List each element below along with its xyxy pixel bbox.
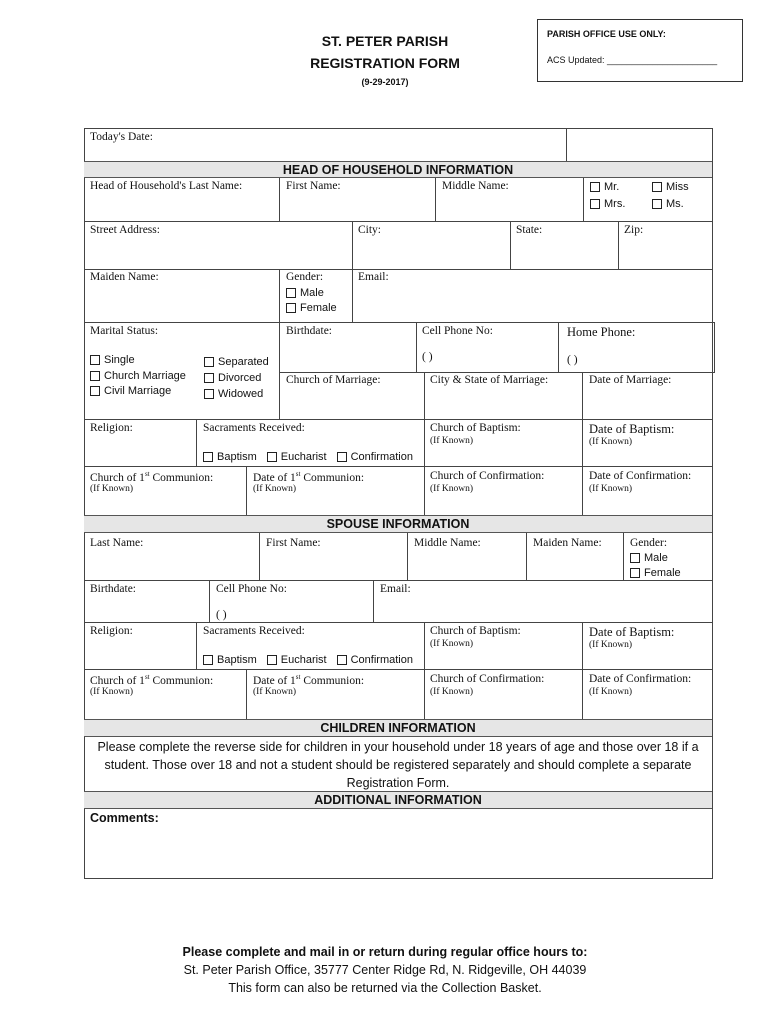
marital-status-label: Marital Status: xyxy=(90,325,159,337)
checkbox-icon xyxy=(652,199,662,209)
hoh-date-conf-if-known: (If Known) xyxy=(589,484,633,494)
form-date: (9-29-2017) xyxy=(361,77,409,87)
spouse-sacraments-label: Sacraments Received: xyxy=(203,625,305,637)
spouse-last-name-label[interactable]: Last Name: xyxy=(90,537,144,549)
hoh-church-confirmation-label[interactable]: Church of Confirmation: xyxy=(430,470,545,482)
zip-label[interactable]: Zip: xyxy=(624,224,644,236)
state-label[interactable]: State: xyxy=(516,224,543,236)
checkbox-icon xyxy=(337,452,347,462)
spouse-baptism-if-known: (If Known) xyxy=(430,639,474,649)
checkbox-icon xyxy=(90,355,100,365)
checkbox-icon xyxy=(630,568,640,578)
checkbox-icon xyxy=(652,182,662,192)
hoh-date-baptism-if-known: (If Known) xyxy=(589,437,633,447)
spouse-cell-paren: ( ) xyxy=(216,609,227,621)
city-state-marriage-label[interactable]: City & State of Marriage: xyxy=(430,374,549,386)
hoh-church-first-communion-label[interactable]: Church of 1st Communion: xyxy=(90,470,214,484)
checkbox-icon xyxy=(90,371,100,381)
hoh-sacraments-label: Sacraments Received: xyxy=(203,422,305,434)
date-of-marriage-label[interactable]: Date of Marriage: xyxy=(589,374,672,386)
checkbox-icon xyxy=(90,386,100,396)
spouse-baptism-checkbox[interactable]: Baptism xyxy=(203,654,257,666)
single-checkbox[interactable]: Single xyxy=(90,354,135,366)
hoh-date-comm-if-known: (If Known) xyxy=(253,484,297,494)
spouse-confirmation-checkbox[interactable]: Confirmation xyxy=(337,654,413,666)
head-of-household-bar: HEAD OF HOUSEHOLD INFORMATION xyxy=(84,161,712,178)
form-title: ST. PETER PARISH xyxy=(321,33,449,49)
checkbox-icon xyxy=(337,655,347,665)
confirmation-checkbox[interactable]: Confirmation xyxy=(337,451,413,463)
additional-bar: ADDITIONAL INFORMATION xyxy=(84,791,712,809)
office-use-label: PARISH OFFICE USE ONLY: xyxy=(547,29,666,39)
spouse-maiden-name-label[interactable]: Maiden Name: xyxy=(533,537,602,549)
hoh-last-name-label[interactable]: Head of Household's Last Name: xyxy=(90,180,243,192)
checkbox-icon xyxy=(267,452,277,462)
spouse-gender-label: Gender: xyxy=(630,537,668,549)
hoh-middle-name-label[interactable]: Middle Name: xyxy=(442,180,509,192)
checkbox-icon xyxy=(204,357,214,367)
hoh-conf-if-known: (If Known) xyxy=(430,484,474,494)
hoh-religion-label[interactable]: Religion: xyxy=(90,422,133,434)
footer-collection-basket: This form can also be returned via the Collection Basket. xyxy=(228,981,542,995)
hoh-cell-paren: ( ) xyxy=(422,351,433,363)
gender-label: Gender: xyxy=(286,271,324,283)
street-address-label[interactable]: Street Address: xyxy=(90,224,160,236)
ms-checkbox[interactable]: Ms. xyxy=(652,198,684,210)
church-marriage-checkbox[interactable]: Church Marriage xyxy=(90,370,186,382)
checkbox-icon xyxy=(204,373,214,383)
comments-label[interactable]: Comments: xyxy=(90,811,159,825)
checkbox-icon xyxy=(590,182,600,192)
hoh-sacraments-options xyxy=(203,451,413,463)
hoh-date-confirmation-label[interactable]: Date of Confirmation: xyxy=(589,470,692,482)
office-use-box xyxy=(537,19,743,82)
miss-checkbox[interactable]: Miss xyxy=(652,181,689,193)
checkbox-icon xyxy=(267,655,277,665)
spouse-date-baptism-if-known: (If Known) xyxy=(589,640,633,650)
spouse-date-confirmation-label[interactable]: Date of Confirmation: xyxy=(589,673,692,685)
footer-instructions: Please complete and mail in or return during regular office hours to: xyxy=(182,945,588,959)
spouse-date-of-baptism-label[interactable]: Date of Baptism: xyxy=(589,625,675,639)
checkbox-icon xyxy=(286,303,296,313)
hoh-home-phone-label[interactable]: Home Phone: xyxy=(567,325,636,339)
hoh-comm-if-known: (If Known) xyxy=(90,484,134,494)
todays-date-label: Today's Date: xyxy=(90,131,153,143)
hoh-church-of-baptism-label[interactable]: Church of Baptism: xyxy=(430,422,521,434)
eucharist-checkbox[interactable]: Eucharist xyxy=(267,451,327,463)
spouse-church-of-baptism-label[interactable]: Church of Baptism: xyxy=(430,625,521,637)
maiden-name-label[interactable]: Maiden Name: xyxy=(90,271,159,283)
spouse-sacraments-options xyxy=(203,654,413,666)
spouse-conf-if-known: (If Known) xyxy=(430,687,474,697)
checkbox-icon xyxy=(630,553,640,563)
email-label[interactable]: Email: xyxy=(358,271,389,283)
checkbox-icon xyxy=(286,288,296,298)
spouse-church-first-communion-label[interactable]: Church of 1st Communion: xyxy=(90,673,214,687)
hoh-date-first-communion-label[interactable]: Date of 1st Communion: xyxy=(253,470,365,484)
separated-checkbox[interactable]: Separated xyxy=(204,356,269,368)
checkbox-icon xyxy=(203,452,213,462)
hoh-home-paren: ( ) xyxy=(567,354,578,366)
footer-address: St. Peter Parish Office, 35777 Center Ridge Rd, N. Ridgeville, OH 44039 xyxy=(183,963,587,977)
spouse-birthdate-label[interactable]: Birthdate: xyxy=(90,583,136,595)
checkbox-icon xyxy=(204,389,214,399)
spouse-date-conf-if-known: (If Known) xyxy=(589,687,633,697)
hoh-baptism-if-known: (If Known) xyxy=(430,436,474,446)
spouse-cell-phone-label[interactable]: Cell Phone No: xyxy=(216,583,287,595)
acs-updated-label: ACS Updated: ______________________ xyxy=(547,55,718,65)
city-label[interactable]: City: xyxy=(358,224,382,236)
divorced-checkbox[interactable]: Divorced xyxy=(204,372,261,384)
checkbox-icon xyxy=(590,199,600,209)
spouse-date-comm-if-known: (If Known) xyxy=(253,687,297,697)
spouse-date-first-communion-label[interactable]: Date of 1st Communion: xyxy=(253,673,365,687)
form-subtitle: REGISTRATION FORM xyxy=(310,55,460,71)
spouse-first-name-label[interactable]: First Name: xyxy=(266,537,321,549)
spouse-middle-name-label[interactable]: Middle Name: xyxy=(414,537,481,549)
spouse-eucharist-checkbox[interactable]: Eucharist xyxy=(267,654,327,666)
baptism-checkbox[interactable]: Baptism xyxy=(203,451,257,463)
hoh-cell-phone-label[interactable]: Cell Phone No: xyxy=(422,325,493,337)
widowed-checkbox[interactable]: Widowed xyxy=(204,388,263,400)
spouse-bar: SPOUSE INFORMATION xyxy=(84,515,712,533)
spouse-comm-if-known: (If Known) xyxy=(90,687,134,697)
spouse-female-checkbox[interactable]: Female xyxy=(630,567,681,579)
spouse-email-label[interactable]: Email: xyxy=(380,583,411,595)
checkbox-icon xyxy=(203,655,213,665)
children-instructions: Please complete the reverse side for children in your household under 18 years of age and those over 18 if a student. Those over 18 and not a student should be registered separately and should complete a separate Registration Form. xyxy=(97,740,699,790)
spouse-church-confirmation-label[interactable]: Church of Confirmation: xyxy=(430,673,545,685)
church-of-marriage-label[interactable]: Church of Marriage: xyxy=(286,374,381,386)
male-checkbox[interactable]: Male xyxy=(286,287,324,299)
children-bar: CHILDREN INFORMATION xyxy=(84,719,712,737)
hoh-first-name-label[interactable]: First Name: xyxy=(286,180,341,192)
mrs-checkbox[interactable]: Mrs. xyxy=(590,198,625,210)
spouse-male-checkbox[interactable]: Male xyxy=(630,552,668,564)
spouse-religion-label[interactable]: Religion: xyxy=(90,625,133,637)
female-checkbox[interactable]: Female xyxy=(286,302,337,314)
mr-checkbox[interactable]: Mr. xyxy=(590,181,619,193)
hoh-birthdate-label[interactable]: Birthdate: xyxy=(286,325,332,337)
civil-marriage-checkbox[interactable]: Civil Marriage xyxy=(90,385,171,397)
hoh-date-of-baptism-label[interactable]: Date of Baptism: xyxy=(589,422,675,436)
